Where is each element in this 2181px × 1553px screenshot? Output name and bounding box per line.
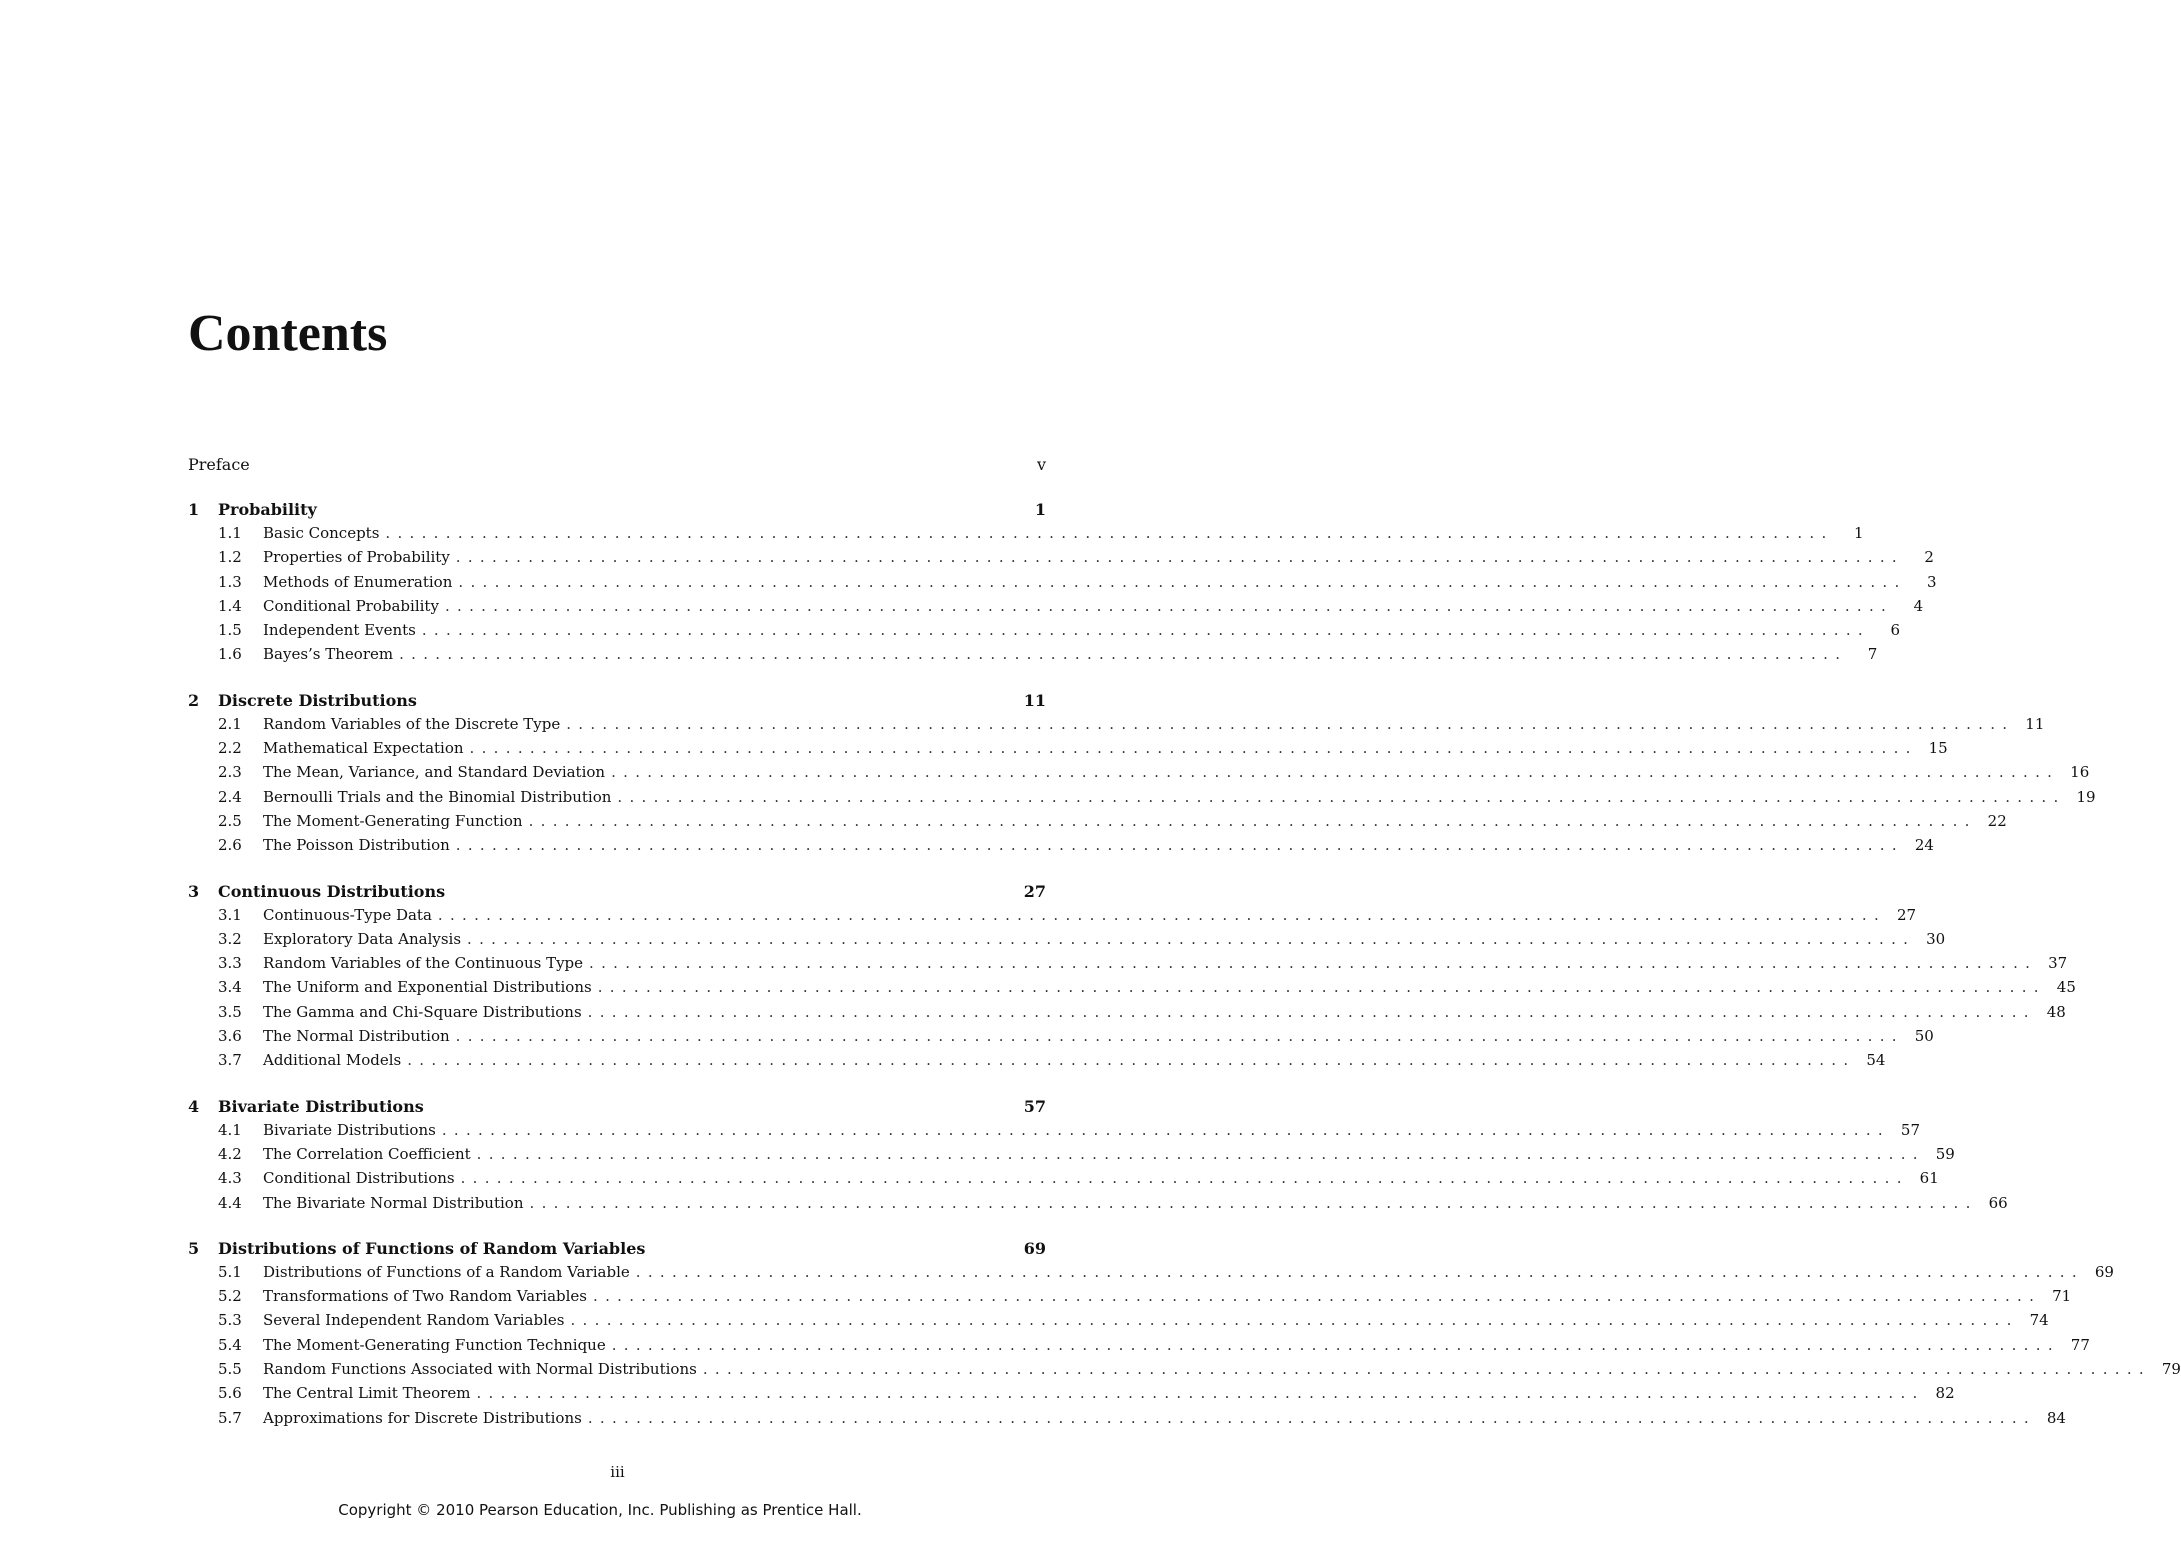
- section-page: 48: [2046, 1002, 2066, 1021]
- section-page: 2: [1924, 548, 1934, 567]
- section-page: 16: [2070, 763, 2090, 782]
- section-entry[interactable]: [188, 1311, 2049, 1335]
- section-page: 54: [1866, 1051, 1886, 1070]
- section-number: 3.1: [218, 905, 242, 924]
- section-number: 2.3: [218, 763, 242, 782]
- section-title: Bayes’s Theorem: [263, 645, 394, 664]
- page-title: Contents: [188, 305, 388, 362]
- section-page: 11: [2025, 714, 2045, 733]
- dot-leader: ........................................................................................................................: [458, 572, 1907, 591]
- section-page: 79: [2161, 1360, 2181, 1379]
- section-number: 3.3: [218, 954, 242, 973]
- section-number: 3.7: [218, 1051, 242, 1070]
- dot-leader: ........................................................................................................................: [444, 596, 1894, 615]
- section-entry[interactable]: [188, 1144, 1955, 1169]
- chapter-number: 4: [188, 1096, 200, 1116]
- dot-leader: ........................................................................................................................: [467, 929, 1916, 948]
- dot-leader: ........................................................................................................................: [587, 1408, 2036, 1427]
- section-number: 2.2: [218, 739, 242, 758]
- section-entry[interactable]: [188, 739, 1948, 763]
- chapter-list: [188, 500, 2181, 1433]
- dot-leader: ........................................................................................................................: [460, 1169, 1909, 1188]
- section-number: 2.1: [218, 714, 242, 733]
- section-page: 45: [2056, 978, 2076, 997]
- section-page: 37: [2048, 954, 2068, 973]
- section-title: Distributions of Functions of a Random Variable: [263, 1262, 630, 1281]
- section-title: Mathematical Expectation: [263, 739, 464, 758]
- dot-leader: ........................................................................................................................: [476, 1384, 1925, 1403]
- chapter-page: 69: [1023, 1238, 1046, 1258]
- section-title: Conditional Distributions: [263, 1169, 455, 1188]
- dot-leader: ........................................................................................................................: [385, 524, 1834, 542]
- dot-leader: ........................................................................................................................: [611, 1335, 2060, 1354]
- section-page: 22: [1987, 811, 2007, 830]
- dot-leader: ........................................................................................................................: [570, 1311, 2019, 1330]
- section-page: 84: [2046, 1408, 2066, 1427]
- chapter-entry[interactable]: [188, 1239, 1046, 1263]
- chapter-page: 1: [1034, 500, 1046, 519]
- section-page: 57: [1900, 1120, 1920, 1139]
- section-entry[interactable]: [188, 929, 1946, 954]
- section-number: 3.4: [218, 978, 242, 997]
- chapter-page: 27: [1023, 881, 1046, 901]
- section-number: 1.6: [218, 645, 242, 664]
- section-page: 77: [2070, 1335, 2090, 1354]
- section-number: 4.2: [218, 1144, 242, 1163]
- chapter-number: 3: [188, 881, 200, 901]
- dot-leader: ........................................................................................................................: [421, 621, 1870, 640]
- section-page: 19: [2076, 787, 2096, 806]
- chapter-number: 1: [188, 500, 200, 519]
- section-title: Bernoulli Trials and the Binomial Distribution: [263, 787, 612, 806]
- section-entry[interactable]: [188, 1262, 2114, 1287]
- section-title: The Correlation Coefficient: [263, 1144, 471, 1163]
- section-entry[interactable]: [188, 1287, 2072, 1311]
- section-page: 50: [1914, 1027, 1934, 1046]
- section-title: Independent Events: [263, 621, 416, 640]
- section-entry[interactable]: [188, 1120, 1920, 1145]
- section-entry[interactable]: [188, 1027, 1934, 1051]
- chapter-number: 5: [188, 1238, 200, 1258]
- dot-leader: ........................................................................................................................: [399, 645, 1848, 664]
- dot-leader: ........................................................................................................................: [469, 739, 1918, 758]
- section-page: 3: [1927, 572, 1937, 591]
- section-title: Random Functions Associated with Normal Distributions: [263, 1360, 697, 1379]
- section-entry[interactable]: [188, 1193, 2008, 1218]
- chapter-title: Continuous Distributions: [218, 881, 446, 901]
- section-number: 4.1: [218, 1120, 242, 1139]
- section-title: Approximations for Discrete Distributions: [263, 1408, 582, 1427]
- section-title: Random Variables of the Discrete Type: [263, 714, 561, 733]
- section-entry[interactable]: [188, 572, 1937, 597]
- section-page: 71: [2052, 1287, 2072, 1306]
- section-page: 1: [1854, 524, 1864, 542]
- section-title: Random Variables of the Continuous Type: [263, 954, 584, 973]
- chapter-entry[interactable]: [188, 1097, 1046, 1121]
- section-number: 3.2: [218, 929, 242, 948]
- section-entry[interactable]: [188, 836, 1934, 860]
- section-entry[interactable]: [188, 954, 2068, 978]
- dot-leader: ........................................................................................................................: [597, 978, 2046, 997]
- section-entry[interactable]: [188, 524, 1864, 548]
- section-entry[interactable]: [188, 1169, 1939, 1193]
- page-number: iii: [610, 1463, 625, 1481]
- section-title: Methods of Enumeration: [263, 572, 453, 591]
- section-title: Additional Models: [263, 1051, 402, 1070]
- section-page: 7: [1867, 645, 1878, 664]
- section-number: 1.1: [218, 524, 242, 542]
- section-entry[interactable]: [188, 1002, 2066, 1027]
- dot-leader: ........................................................................................................................: [528, 811, 1977, 830]
- dot-leader: ........................................................................................................................: [529, 1193, 1978, 1212]
- section-entry[interactable]: [188, 978, 2076, 1002]
- section-entry[interactable]: [188, 1408, 2066, 1433]
- section-number: 5.7: [218, 1408, 242, 1427]
- section-number: 5.5: [218, 1360, 242, 1379]
- table-of-contents: [188, 455, 2181, 1433]
- section-number: 1.5: [218, 621, 242, 640]
- section-page: 27: [1896, 905, 1917, 924]
- section-number: 5.2: [218, 1287, 242, 1306]
- toc-chapter: [188, 690, 2096, 861]
- dot-leader: ........................................................................................................................: [635, 1262, 2084, 1281]
- section-page: 61: [1919, 1169, 1939, 1188]
- section-number: 5.4: [218, 1335, 242, 1354]
- section-title: The Moment-Generating Function: [263, 811, 523, 830]
- dot-leader: ........................................................................................................................: [587, 1002, 2036, 1021]
- section-title: The Poisson Distribution: [263, 836, 450, 855]
- section-page: 69: [2094, 1262, 2114, 1281]
- dot-leader: ........................................................................................................................: [455, 1027, 1904, 1046]
- section-entry[interactable]: [188, 905, 1917, 930]
- section-title: Basic Concepts: [263, 524, 380, 542]
- section-title: The Moment-Generating Function Technique: [263, 1335, 606, 1354]
- section-title: Continuous-Type Data: [263, 905, 432, 924]
- section-entry[interactable]: [188, 811, 2007, 836]
- section-title: Transformations of Two Random Variables: [263, 1287, 587, 1306]
- section-page: 30: [1926, 929, 1946, 948]
- section-number: 1.4: [218, 596, 242, 615]
- chapter-title: Probability: [218, 500, 317, 519]
- toc-preface-entry[interactable]: [188, 455, 1046, 479]
- section-page: 74: [2029, 1311, 2049, 1330]
- dot-leader: ........................................................................................................................: [437, 905, 1887, 924]
- toc-chapter: [188, 1096, 2008, 1218]
- section-number: 5.1: [218, 1262, 242, 1281]
- chapter-page: 11: [1023, 690, 1046, 710]
- dot-leader: ........................................................................................................................: [476, 1144, 1925, 1163]
- chapter-title: Discrete Distributions: [218, 690, 417, 710]
- chapter-title: Distributions of Functions of Random Variables: [218, 1238, 646, 1258]
- section-number: 1.2: [218, 548, 242, 567]
- copyright-notice: Copyright © 2010 Pearson Education, Inc. Publishing as Prentice Hall.: [338, 1501, 862, 1519]
- section-page: 59: [1935, 1144, 1955, 1163]
- section-entry[interactable]: [188, 621, 1900, 645]
- section-title: Bivariate Distributions: [263, 1120, 436, 1139]
- section-entry[interactable]: [188, 787, 2096, 812]
- section-title: The Normal Distribution: [263, 1027, 450, 1046]
- dot-leader: ........................................................................................................................: [455, 836, 1904, 855]
- dot-leader: ........................................................................................................................: [702, 1360, 2151, 1379]
- chapter-title: Bivariate Distributions: [218, 1096, 424, 1116]
- section-page: 82: [1935, 1384, 1955, 1403]
- section-entry[interactable]: [188, 548, 1934, 572]
- section-page: 6: [1890, 621, 1900, 640]
- section-entry[interactable]: [188, 596, 1924, 621]
- section-number: 3.5: [218, 1002, 242, 1021]
- section-title: The Uniform and Exponential Distributions: [263, 978, 592, 997]
- section-page: 66: [1988, 1193, 2008, 1212]
- section-title: Properties of Probability: [263, 548, 450, 567]
- dot-leader: ........................................................................................................................: [611, 763, 2060, 782]
- section-entry[interactable]: [188, 645, 1878, 669]
- section-number: 2.4: [218, 787, 242, 806]
- section-entry[interactable]: [188, 763, 2090, 787]
- chapter-number: 2: [188, 690, 200, 710]
- section-title: Conditional Probability: [263, 596, 439, 615]
- section-page: 4: [1913, 596, 1924, 615]
- section-number: 2.6: [218, 836, 242, 855]
- section-number: 4.4: [218, 1193, 242, 1212]
- section-page: 15: [1928, 739, 1948, 758]
- section-number: 2.5: [218, 811, 242, 830]
- dot-leader: ........................................................................................................................: [617, 787, 2066, 806]
- section-entry[interactable]: [188, 1051, 1886, 1075]
- section-number: 5.6: [218, 1384, 242, 1403]
- dot-leader: ........................................................................................................................: [455, 548, 1904, 567]
- dot-leader: ........................................................................................................................: [566, 714, 2015, 733]
- section-title: Several Independent Random Variables: [263, 1311, 565, 1330]
- section-entry[interactable]: [188, 1360, 2181, 1384]
- section-number: 4.3: [218, 1169, 242, 1188]
- dot-leader: ........................................................................................................................: [593, 1287, 2042, 1306]
- section-title: The Central Limit Theorem: [263, 1384, 471, 1403]
- toc-chapter: [188, 881, 2076, 1076]
- preface-title: Preface: [188, 455, 250, 474]
- section-entry[interactable]: [188, 714, 2045, 739]
- section-entry[interactable]: [188, 1335, 2090, 1360]
- chapter-entry[interactable]: [188, 691, 1046, 715]
- section-title: Exploratory Data Analysis: [263, 929, 462, 948]
- chapter-entry[interactable]: [188, 882, 1046, 906]
- dot-leader: ........................................................................................................................: [407, 1051, 1856, 1070]
- section-page: 24: [1914, 836, 1934, 855]
- section-title: The Mean, Variance, and Standard Deviation: [263, 763, 606, 782]
- toc-chapter: [188, 1238, 2181, 1433]
- section-number: 3.6: [218, 1027, 242, 1046]
- toc-chapter: [188, 500, 1937, 670]
- dot-leader: ........................................................................................................................: [589, 954, 2038, 973]
- section-entry[interactable]: [188, 1384, 1955, 1408]
- section-number: 1.3: [218, 572, 242, 591]
- chapter-page: 57: [1023, 1096, 1046, 1116]
- preface-page: v: [1036, 455, 1046, 474]
- chapter-entry[interactable]: [188, 500, 1046, 524]
- section-number: 5.3: [218, 1311, 242, 1330]
- dot-leader: ........................................................................................................................: [441, 1120, 1890, 1139]
- section-title: The Gamma and Chi-Square Distributions: [263, 1002, 582, 1021]
- section-title: The Bivariate Normal Distribution: [263, 1193, 524, 1212]
